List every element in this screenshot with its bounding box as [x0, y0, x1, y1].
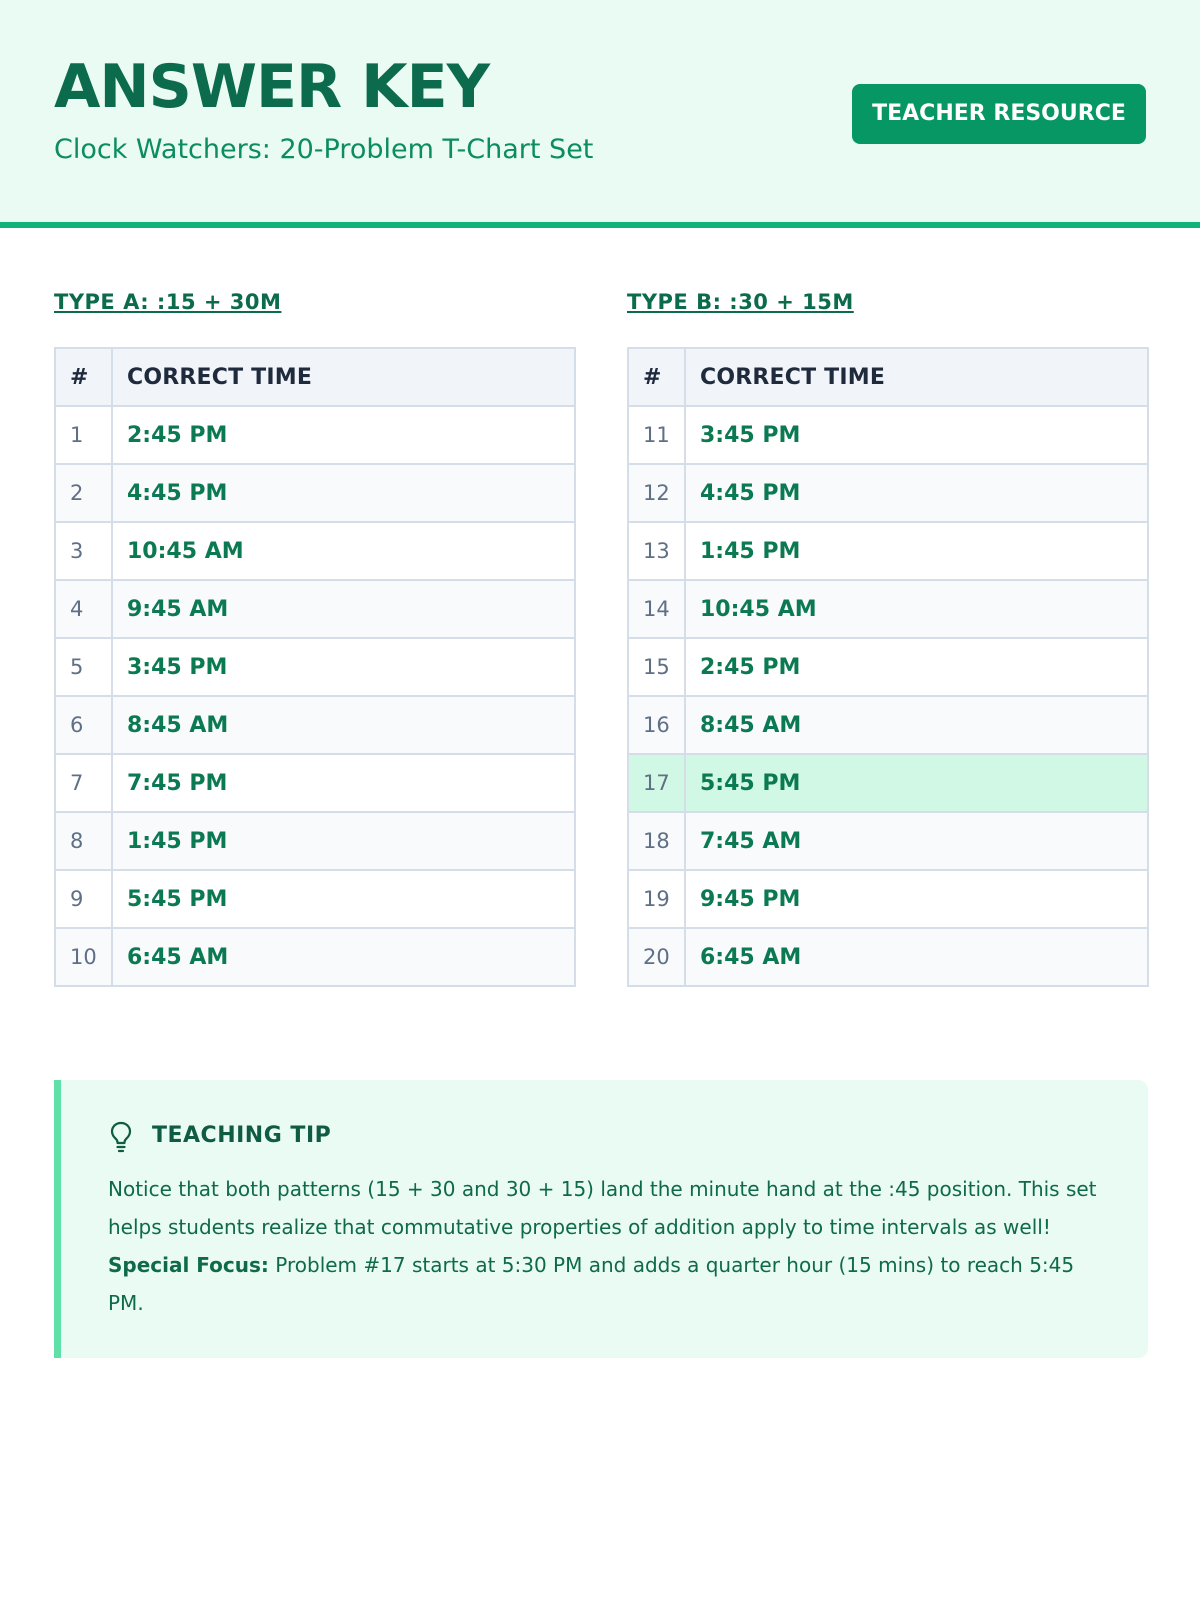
answer-row: [628, 870, 1148, 928]
answer-row: [55, 522, 575, 580]
problem-number: 2: [55, 464, 112, 522]
correct-time: 9:45 PM: [685, 870, 1148, 928]
correct-time: 1:45 PM: [112, 812, 575, 870]
page-subtitle: Clock Watchers: 20-Problem T-Chart Set: [54, 134, 594, 165]
answer-row: [55, 812, 575, 870]
answer-row: [55, 928, 575, 986]
answer-row: [628, 696, 1148, 754]
answer-row: [628, 522, 1148, 580]
answer-row: [628, 406, 1148, 464]
column-header-correct-time: CORRECT TIME: [685, 348, 1148, 406]
correct-time: 8:45 AM: [112, 696, 575, 754]
tip-focus-text: Problem #17 starts at 5:30 PM and adds a quarter hour (15 mins) to reach 5:45 PM.: [108, 1253, 1075, 1315]
correct-time: 4:45 PM: [685, 464, 1148, 522]
correct-time: 6:45 AM: [685, 928, 1148, 986]
answer-row: [55, 754, 575, 812]
problem-number: 3: [55, 522, 112, 580]
answer-row: [628, 754, 1148, 812]
teaching-tip-text: [108, 1170, 1108, 1322]
problem-number: 6: [55, 696, 112, 754]
problem-number: 14: [628, 580, 685, 638]
problem-number: 13: [628, 522, 685, 580]
table-header-row: [55, 348, 575, 406]
answer-row: [55, 406, 575, 464]
problem-number: 15: [628, 638, 685, 696]
problem-number: 16: [628, 696, 685, 754]
answer-row: [628, 638, 1148, 696]
correct-time: 2:45 PM: [112, 406, 575, 464]
problem-number: 4: [55, 580, 112, 638]
tip-focus-label: Special Focus:: [108, 1253, 269, 1277]
table-header-row: [628, 348, 1148, 406]
problem-number: 11: [628, 406, 685, 464]
correct-time: 10:45 AM: [685, 580, 1148, 638]
column-header-number: #: [628, 348, 685, 406]
answer-row: [628, 812, 1148, 870]
answer-row: [55, 638, 575, 696]
answer-row: [55, 580, 575, 638]
teaching-tip-box: [54, 1080, 1148, 1358]
teaching-tip-title: TEACHING TIP: [152, 1123, 332, 1148]
answer-row: [55, 870, 575, 928]
problem-number: 18: [628, 812, 685, 870]
section-heading-type-a: TYPE A: :15 + 30M: [54, 290, 282, 314]
problem-number: 17: [628, 754, 685, 812]
problem-number: 20: [628, 928, 685, 986]
problem-number: 10: [55, 928, 112, 986]
correct-time: 10:45 AM: [112, 522, 575, 580]
correct-time: 5:45 PM: [112, 870, 575, 928]
page-title: ANSWER KEY: [54, 52, 490, 122]
answer-table-type-b: [627, 347, 1149, 987]
column-header-number: #: [55, 348, 112, 406]
problem-number: 9: [55, 870, 112, 928]
column-header-correct-time: CORRECT TIME: [112, 348, 575, 406]
answer-row: [628, 928, 1148, 986]
page-header: [0, 0, 1200, 228]
problem-number: 12: [628, 464, 685, 522]
teacher-resource-badge: TEACHER RESOURCE: [852, 84, 1146, 144]
correct-time: 4:45 PM: [112, 464, 575, 522]
answer-row: [55, 696, 575, 754]
answer-row: [628, 580, 1148, 638]
section-heading-type-b: TYPE B: :30 + 15M: [627, 290, 854, 314]
correct-time: 1:45 PM: [685, 522, 1148, 580]
problem-number: 7: [55, 754, 112, 812]
correct-time: 7:45 PM: [112, 754, 575, 812]
answer-row: [55, 464, 575, 522]
problem-number: 1: [55, 406, 112, 464]
tip-intro-text: Notice that both patterns (15 + 30 and 30 + 15) land the minute hand at the :45 position. This set helps students realize that commutative properties of addition apply to time intervals as well!: [108, 1177, 1097, 1239]
problem-number: 5: [55, 638, 112, 696]
correct-time: 5:45 PM: [685, 754, 1148, 812]
answer-row: [628, 464, 1148, 522]
answer-table-type-a: [54, 347, 576, 987]
correct-time: 8:45 AM: [685, 696, 1148, 754]
problem-number: 8: [55, 812, 112, 870]
correct-time: 6:45 AM: [112, 928, 575, 986]
correct-time: 2:45 PM: [685, 638, 1148, 696]
lightbulb-icon: [109, 1120, 133, 1154]
correct-time: 7:45 AM: [685, 812, 1148, 870]
problem-number: 19: [628, 870, 685, 928]
correct-time: 3:45 PM: [685, 406, 1148, 464]
correct-time: 3:45 PM: [112, 638, 575, 696]
correct-time: 9:45 AM: [112, 580, 575, 638]
